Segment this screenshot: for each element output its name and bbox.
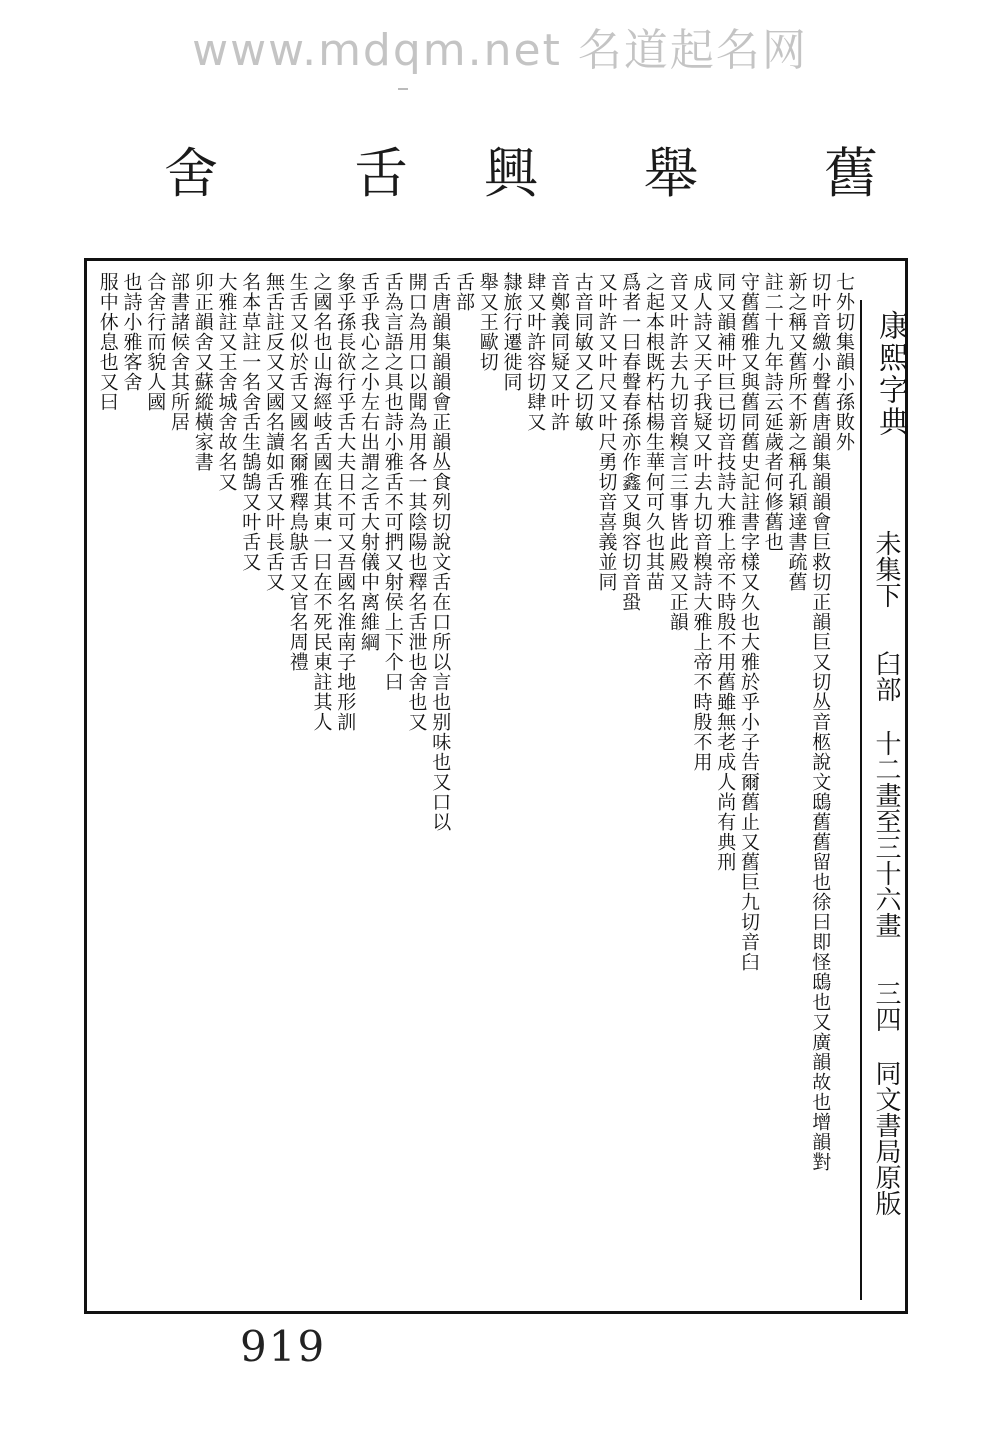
seal-glyph-xing: 興	[484, 142, 538, 205]
text-column: 成人詩又天子我疑又叶去九切音糗詩大雅上帝不時殷不用	[690, 272, 713, 772]
watermark-text: www.mdqm.net 名道起名网	[192, 25, 808, 76]
text-column: 隸旅行遷徙同	[500, 272, 523, 392]
text-column: 生舌又似於舌又國名爾雅釋鳥鴃舌又官名周禮	[286, 272, 309, 672]
text-column: 切叶音繳小聲舊唐韻集韻韻會巨救切正韻巨又切丛音柩說文鴟舊舊留也徐曰即怪鴟也又廣韻故也增韻對	[809, 272, 832, 1172]
text-column: 合舍行而貌人國	[144, 272, 167, 412]
seal-glyph-she: 舌	[354, 142, 408, 205]
text-column: 爲者一曰春聲春孫亦作鑫又與容切音蛩	[619, 272, 642, 612]
page-number: 919	[240, 1322, 327, 1371]
text-column: 同又韻補叶巨已切音技詩大雅上帝不時殷不用舊雖無老成人尚有典刑	[714, 272, 737, 872]
text-column: 舉又王歐切	[476, 272, 499, 372]
text-column: 也詩小雅客舍	[120, 272, 143, 392]
text-column: 卯正韻舍又蘇縱橫家書	[191, 272, 214, 472]
seal-glyph-she2: 舍	[164, 142, 218, 205]
text-column: 名本草註一名舍舌生鵠鵠又叶舌又	[239, 272, 262, 572]
text-column: 之國名也山海經岐舌國在其東一曰在不死民東註其人	[310, 272, 333, 732]
seal-script-row	[160, 140, 880, 220]
seal-glyph-jiu: 舊	[824, 142, 878, 205]
text-column: 音又叶許去九切音糗言三事皆此殿又正韻	[666, 272, 689, 632]
publisher-label: 同文書局原版	[871, 1060, 901, 1216]
text-column: 舌乎我心之小左右出謂之舌大射儀中离維綱	[358, 272, 380, 652]
text-column: 舌為言語之具也詩小雅舌不可捫又射侯上下个曰	[381, 272, 404, 692]
text-column: 舌部	[453, 272, 475, 312]
text-column: 無舌註反又又國名讀如舌又叶長舌又	[263, 272, 285, 592]
seal-glyph-ju: 舉	[644, 142, 698, 205]
text-column: 七外切集韻小孫敗外	[833, 272, 855, 452]
text-column: 又叶許又叶尺又叶尺勇切音喜義並同	[595, 272, 618, 592]
radical-section-label: 臼部	[871, 650, 901, 702]
text-column: 肆又叶許容切肆又	[524, 272, 547, 432]
text-column: 音鄭義同疑又叶許	[548, 272, 570, 432]
collection-label: 未集下	[871, 530, 901, 608]
text-column: 守舊舊雅又與舊同舊史記註書字樣又久也大雅於乎小子告爾舊止又舊巨九切音臼	[738, 272, 760, 972]
dictionary-body	[96, 272, 856, 1302]
text-column: 服中休息也又曰	[96, 272, 119, 412]
text-column: 之起本根既朽枯楊生華何可久也其苗	[643, 272, 665, 592]
text-column: 象乎孫長欲行乎舌大夫日不可又吾國名淮南子地形訓	[334, 272, 357, 732]
text-column: 註二十九年詩云延歲者何修舊也	[761, 272, 784, 552]
page-marker-label: 三四	[871, 980, 901, 1032]
text-column: 新之稱又舊所不新之稱孔穎達書疏舊	[785, 272, 808, 592]
text-column: 大雅註又王舍城舍故名又	[215, 272, 238, 492]
book-title: 康熙字典	[873, 310, 908, 438]
text-column: 舌唐韻集韻韻會正韻丛食列切說文舌在口所以言也别味也又口以	[429, 272, 452, 832]
watermark-dash	[398, 88, 408, 90]
text-column: 開口為用口以聞為用各一其陰陽也釋名舌泄也舍也又	[405, 272, 428, 732]
stroke-range-label: 十二畫至三十六畫	[871, 730, 901, 938]
text-column: 古音同敏又乙切敏	[571, 272, 594, 432]
text-column: 部書諸候舍其所居	[168, 272, 190, 432]
